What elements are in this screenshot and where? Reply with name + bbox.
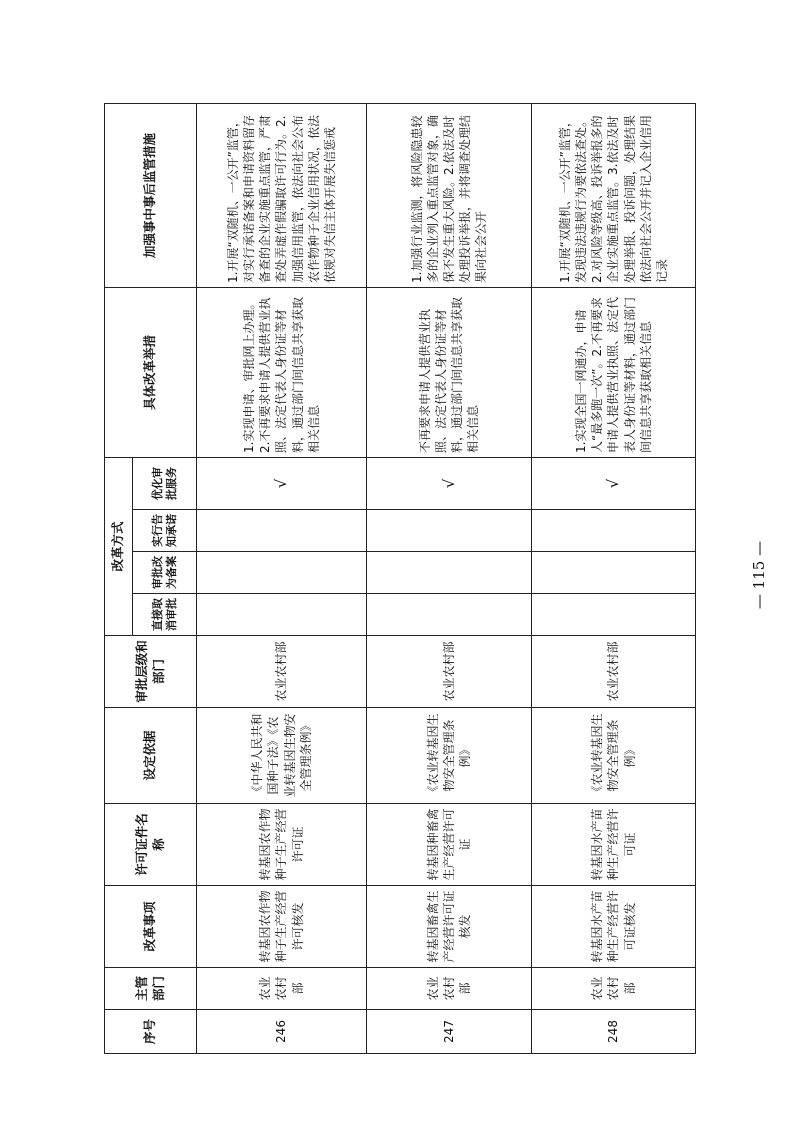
header-measures: 具体改革举措 xyxy=(105,287,197,457)
header-method-cancel: 直接取消审批 xyxy=(133,594,197,636)
header-method-commitment: 实行告知承诺 xyxy=(133,510,197,552)
cell-license: 转基因水产苗种生产经营许可证 xyxy=(532,804,696,886)
page-number-container xyxy=(739,540,779,610)
cell-supervision: 1.开展“双随机、一公开”监管，对实行承诺备案和申请资料留存备查的企业实施重点监管，严肃查处弄虚作假骗取许可行为。2.加强信用监管，依法向社会公布农作物种子企业信用状况，依法依规对失信主体开展失信惩戒 xyxy=(197,103,367,287)
cell-license: 转基因农作物种子生产经营许可证 xyxy=(197,804,367,886)
cell-method-cancel xyxy=(367,594,532,636)
cell-seq: 248 xyxy=(532,1010,696,1054)
cell-dept: 农业农村部 xyxy=(367,968,532,1010)
cell-method-filing xyxy=(532,552,696,594)
cell-method-filing xyxy=(197,552,367,594)
header-method-filing: 审批改为备案 xyxy=(133,552,197,594)
page-number: — 115 — xyxy=(750,540,769,610)
cell-seq: 247 xyxy=(367,1010,532,1054)
header-seq: 序号 xyxy=(105,1010,197,1054)
cell-method-optimize-checkmark: √ xyxy=(367,457,532,509)
header-dept: 主管部门 xyxy=(105,968,197,1010)
cell-dept: 农业农村部 xyxy=(197,968,367,1010)
table-row xyxy=(367,103,532,1053)
cell-method-commitment xyxy=(532,510,696,552)
cell-measures: 1.实现全国一网通办，申请人“最多跑一次”。2.不再要求申请人提供营业执照、法定代表人身份证等材料，通过部门间信息共享获取相关信息 xyxy=(532,287,696,457)
cell-level: 农业农村部 xyxy=(197,636,367,708)
cell-method-cancel xyxy=(197,594,367,636)
cell-level: 农业农村部 xyxy=(367,636,532,708)
header-item: 改革事项 xyxy=(105,886,197,968)
table-row xyxy=(532,103,696,1053)
header-basis: 设定依据 xyxy=(105,708,197,804)
header-method-optimize: 优化审批服务 xyxy=(133,457,197,509)
cell-method-cancel xyxy=(532,594,696,636)
cell-basis: 《农业转基因生物安全管理条例》 xyxy=(367,708,532,804)
cell-item: 转基因畜禽生产经营许可证核发 xyxy=(367,886,532,968)
cell-dept: 农业农村部 xyxy=(532,968,696,1010)
header-level: 审批层级和部门 xyxy=(105,636,197,708)
cell-measures: 1.实现申请、审批网上办理。2.不再要求申请人提供营业执照、法定代表人身份证等材料，通过部门间信息共享获取相关信息 xyxy=(197,287,367,457)
cell-seq: 246 xyxy=(197,1010,367,1054)
header-method: 改革方式 xyxy=(105,457,133,635)
header-supervision: 加强事中事后监管措施 xyxy=(105,103,197,287)
cell-level: 农业农村部 xyxy=(532,636,696,708)
cell-method-optimize-checkmark: √ xyxy=(532,457,696,509)
cell-method-commitment xyxy=(197,510,367,552)
cell-supervision: 1.加强行业监测，将风险隐患较多的企业列入重点监管对象，确保不发生重大风险。2.依法及时处理投诉举报，并将调查处理结果向社会公开 xyxy=(367,103,532,287)
cell-supervision: 1.开展“双随机、一公开”监管，发现违法违规行为要依法查处。2.对风险等级高、投诉举报多的企业实施重点监管。3.依法及时处理举报、投诉问题，处理结果依法向社会公开并记入企业信用记录 xyxy=(532,103,696,287)
cell-method-filing xyxy=(367,552,532,594)
cell-item: 转基因水产苗种生产经营许可证核发 xyxy=(532,886,696,968)
rotated-table-container xyxy=(104,104,695,1054)
table-row xyxy=(197,103,367,1053)
cell-measures: 不再要求申请人提供营业执照、法定代表人身份证等材料，通过部门间信息共享获取相关信息 xyxy=(367,287,532,457)
cell-method-commitment xyxy=(367,510,532,552)
cell-item: 转基因农作物种子生产经营许可核发 xyxy=(197,886,367,968)
header-license: 许可证件名称 xyxy=(105,804,197,886)
cell-basis: 《农业转基因生物安全管理条例》 xyxy=(532,708,696,804)
cell-basis: 《中华人民共和国种子法》《农业转基因生物安全管理条例》 xyxy=(197,708,367,804)
cell-method-optimize-checkmark: √ xyxy=(197,457,367,509)
reform-table xyxy=(104,103,696,1054)
cell-license: 转基因种畜禽生产经营许可证 xyxy=(367,804,532,886)
